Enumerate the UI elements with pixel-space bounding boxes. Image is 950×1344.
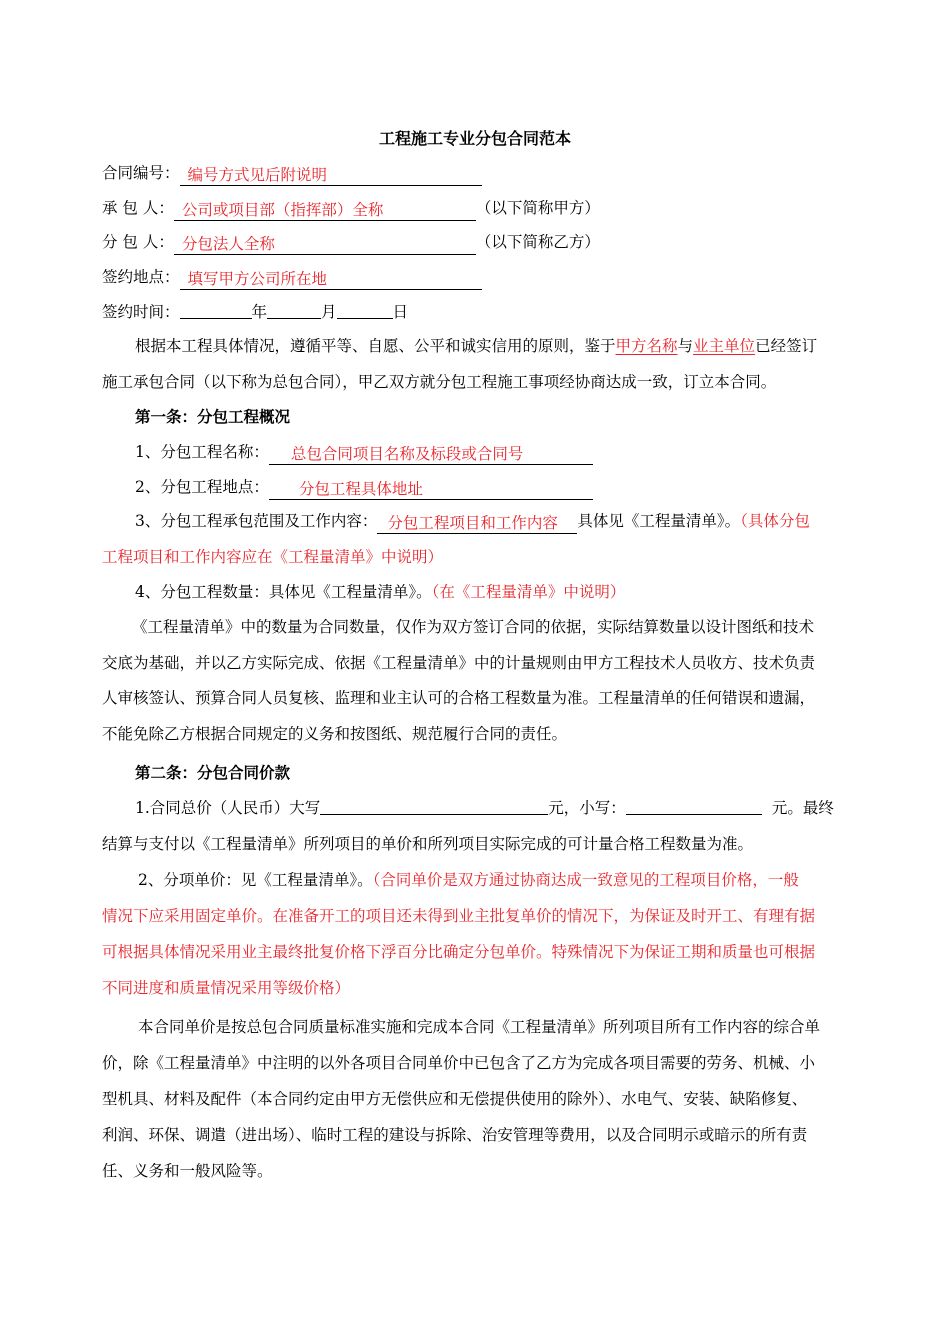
item-3-note-1: （具体分包 [740,512,810,530]
year-field[interactable] [180,302,252,319]
unit-price-note-3: 可根据具体情况采用业主最终批复价格下浮百分比确定分包单价。特殊情况下为保证工期和质量也可根据 [102,943,816,961]
unit-price-label: 2、分项单价：见《工程量清单》。 [138,871,373,889]
price-label-lower: 元，小写： [548,799,626,817]
contract-number-hint: 编号方式见后附说明 [187,166,328,184]
unit-para-line-4: 利润、环保、调遣（进出场）、临时工程的建设与拆除、治安管理等费用，以及合同明示或暗示的所有责 [102,1126,808,1144]
item-2-row [135,477,593,500]
article-2-heading: 第二条：分包合同价款 [135,763,291,782]
item-2-field[interactable] [269,479,593,500]
owner-name: 业主单位 [693,337,756,355]
month-label: 月 [321,303,337,321]
item-4-row [135,582,625,602]
subcontractor-label: 分 包 人： [102,233,174,251]
intro-line-2: 施工承包合同（以下称为总包合同），甲乙双方就分包工程施工事项经协商达成一致，订立本合同。 [102,373,777,391]
unit-price-note-2: 情况下应采用固定单价。在准备开工的项目还未得到业主批复单价的情况下，为保证及时开工、有理有据 [102,907,816,925]
unit-para-line-5: 任、义务和一般风险等。 [102,1162,273,1180]
year-label: 年 [251,303,268,321]
unit-price-note-4: 不同进度和质量情况采用等级价格） [102,979,351,997]
subcontractor-field[interactable] [174,234,476,255]
item-3-row [135,511,810,534]
price-line-2: 结算与支付以《工程量清单》所列项目的单价和所列项目实际完成的可计量合格工程数量为准。 [102,835,754,853]
quantity-para-line-4: 不能免除乙方根据合同规定的义务和按图纸、规范履行合同的责任。 [102,725,568,743]
item-2-label: 2、分包工程地点： [135,478,269,496]
contractor-row [102,198,600,221]
party-a-name: 甲方名称 [615,337,678,355]
item-1-row [135,442,593,465]
subcontractor-suffix: （以下简称乙方） [475,233,600,251]
document-title: 工程施工专业分包合同范本 [378,129,571,148]
item-4-label: 4、分包工程数量：具体见《工程量清单》。 [135,583,432,601]
price-suffix: 元。最终 [771,799,834,817]
price-label-upper: 1.合同总价（人民币）大写 [135,799,321,817]
sign-place-hint: 填写甲方公司所在地 [187,270,328,288]
item-3-hint: 分包工程项目和工作内容 [387,514,558,532]
unit-para-line-2: 价，除《工程量清单》中注明的以外各项目合同单价中已包含了乙方为完成各项目需要的劳务、机械、小 [102,1054,816,1072]
sign-place-row [102,267,482,290]
unit-para-line-3: 型机具、材料及配件（本合同约定由甲方无偿供应和无偿提供使用的除外）、水电气、安装、缺陷修复、 [102,1090,808,1108]
item-2-hint: 分包工程具体地址 [298,480,423,498]
sign-time-row [102,302,408,322]
intro-text-b: 已经签订 [755,337,818,355]
intro-line-1 [135,336,817,356]
contractor-hint: 公司或项目部（指挥部）全称 [181,201,384,219]
sign-time-label: 签约时间： [102,303,180,321]
day-field[interactable] [337,302,393,319]
contract-number-field[interactable] [180,165,482,186]
contract-number-row [102,163,482,186]
item-1-field[interactable] [269,444,593,465]
contract-number-label: 合同编号： [102,164,180,182]
price-row [135,798,834,818]
item-4-note: （在《工程量清单》中说明） [431,583,626,601]
sign-place-field[interactable] [180,269,482,290]
unit-price-row [138,870,799,890]
subcontractor-hint: 分包法人全称 [181,235,275,253]
contractor-field[interactable] [174,200,476,221]
quantity-para-line-2: 交底为基础，并以乙方实际完成、依据《工程量清单》中的计量规则由甲方工程技术人员收方、技术负责 [102,654,816,672]
item-3-note-2: 工程项目和工作内容应在《工程量清单》中说明） [102,548,444,566]
item-3-field[interactable] [377,513,577,534]
item-3-label: 3、分包工程承包范围及工作内容： [135,512,378,530]
item-1-hint: 总包合同项目名称及标段或合同号 [290,445,524,463]
contractor-suffix: （以下简称甲方） [475,199,600,217]
item-1-label: 1、分包工程名称： [135,443,269,461]
item-3-text: 具体见《工程量清单》。 [577,512,741,530]
subcontractor-row [102,232,600,255]
price-lower-field[interactable] [626,798,762,815]
price-upper-field[interactable] [320,798,548,815]
quantity-para-line-3: 人审核签认、预算合同人员复核、监理和业主认可的合格工程数量为准。工程量清单的任何错误和遗漏， [102,689,816,707]
day-label: 日 [392,303,409,321]
quantity-para-line-1: 《工程量清单》中的数量为合同数量，仅作为双方签订合同的依据，实际结算数量以设计图纸和技术 [132,618,815,636]
intro-text-a: 根据本工程具体情况，遵循平等、自愿、公平和诚实信用的原则，鉴于 [135,337,616,355]
sign-place-label: 签约地点： [102,268,180,286]
contractor-label: 承 包 人： [102,199,174,217]
unit-para-line-1: 本合同单价是按总包合同质量标准实施和完成本合同《工程量清单》所列项目所有工作内容的综合单 [138,1018,821,1036]
article-1-heading: 第一条：分包工程概况 [135,407,291,426]
month-field[interactable] [267,302,321,319]
intro-with: 与 [677,337,694,355]
unit-price-note-1: （合同单价是双方通过协商达成一致意见的工程项目价格，一般 [372,871,799,889]
